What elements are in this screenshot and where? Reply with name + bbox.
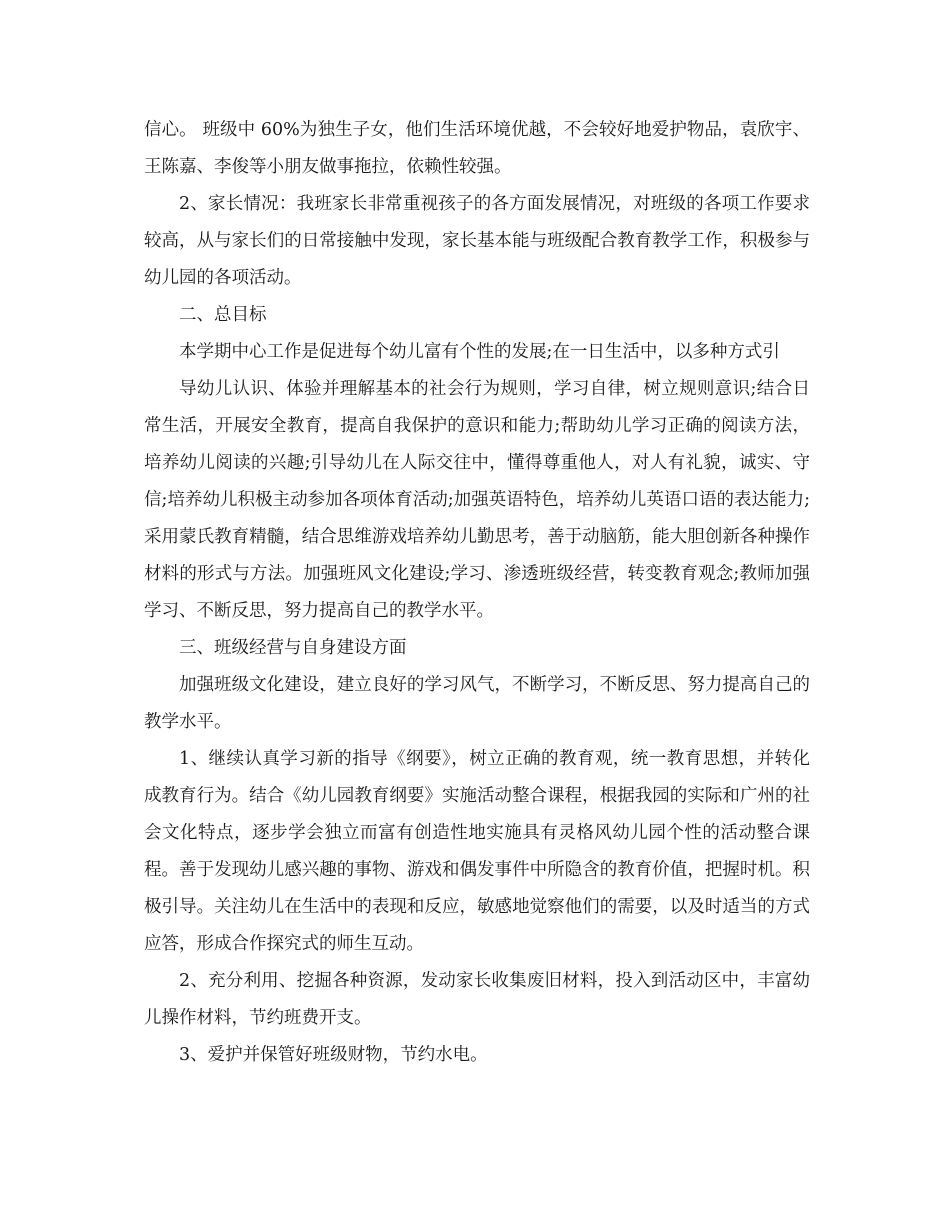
section-heading-overall-goal: 二、总目标 — [179, 305, 267, 325]
paragraph-goal-intro: 本学期中心工作是促进每个幼儿富有个性的发展;在一日生活中，以多种方式引 — [179, 342, 780, 362]
paragraph-goal-details: 导幼儿认识、体验并理解基本的社会行为规则，学习自律，树立规则意识;结合日常生活，开展安全教育，提高自我保护的意识和能力;帮助幼儿学习正确的阅读方法，培养幼儿阅读的兴趣;引导幼儿在人际交往中，懂得尊重他人，对人有礼貌，诚实、守信;培养幼儿积极主动参加各项体育活动;加强英语特色，培养幼儿英语口语的表达能力;采用蒙氏教育精髓，结合思维游戏培养幼儿勤思考，善于动脑筋，能大胆创新各种操作材料的形式与方法。加强班风文化建设;学习、渗透班级经营，转变教育观念;教师加强学习、不断反思，努力提高自己的教学水平。 — [144, 379, 810, 621]
section-heading-class-management: 三、班级经营与自身建设方面 — [179, 638, 407, 658]
paragraph-item-2: 2、充分利用、挖掘各种资源，发动家长收集废旧材料，投入到活动区中，丰富幼儿操作材料，节约班费开支。 — [144, 971, 810, 1028]
paragraph-parent-situation: 2、家长情况：我班家长非常重视孩子的各方面发展情况，对班级的各项工作要求较高，从与家长们的日常接触中发现，家长基本能与班级配合教育教学工作，积极参与幼儿园的各项活动。 — [144, 194, 810, 288]
paragraph-class-culture: 加强班级文化建设，建立良好的学习风气，不断学习，不断反思、努力提高自己的教学水平。 — [144, 675, 810, 732]
paragraph-item-3: 3、爱护并保管好班级财物，节约水电。 — [179, 1045, 488, 1065]
paragraph-student-situation-end: 信心。 班级中 60%为独生子女，他们生活环境优越，不会较好地爱护物品，袁欣宇、王陈嘉、李俊等小朋友做事拖拉，依赖性较强。 — [144, 120, 810, 177]
paragraph-item-1: 1、继续认真学习新的指导《纲要》，树立正确的教育观，统一教育思想，并转化成教育行为。结合《幼儿园教育纲要》实施活动整合课程，根据我园的实际和广州的社会文化特点，逐步学会独立而富有创造性地实施具有灵格风幼儿园个性的活动整合课程。善于发现幼儿感兴趣的事物、游戏和偶发事件中所隐含的教育价值，把握时机。积极引导。关注幼儿在生活中的表现和反应，敏感地觉察他们的需要，以及时适当的方式应答，形成合作探究式的师生互动。 — [144, 749, 810, 954]
document-page — [144, 112, 810, 1074]
